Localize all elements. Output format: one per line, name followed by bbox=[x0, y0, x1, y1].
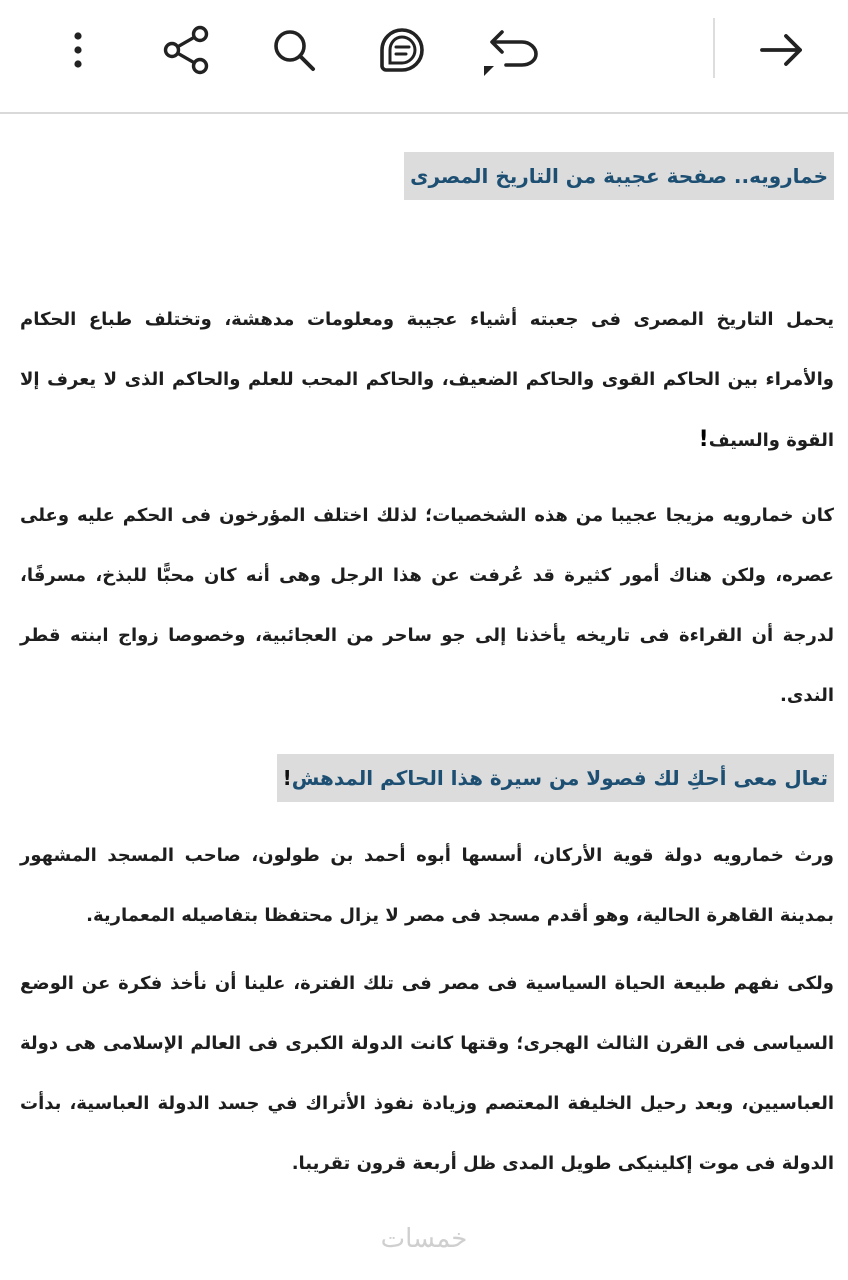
undo-button[interactable] bbox=[478, 18, 542, 82]
heading-1-text: خمارويه.. صفحة عجيبة من التاريخ المصرى bbox=[410, 164, 828, 188]
undo-icon bbox=[478, 22, 542, 78]
article-paragraph-4 bbox=[20, 954, 834, 1194]
share-icon bbox=[160, 24, 212, 76]
paragraph-3-text: ورث خمارويه دولة قوية الأركان، أسسها أبوه أحمد بن طولون، صاحب المسجد المشهور بمدينة القاهرة الحالية، وهو أقدم مسجد فى مصر لا يزال محتفظا بتفاصيله المعمارية. bbox=[20, 845, 834, 926]
toolbar-divider bbox=[713, 18, 715, 78]
search-button[interactable] bbox=[262, 18, 326, 82]
watermark: خمسات bbox=[380, 1224, 468, 1254]
heading-2-text: تعال معى أحكِ لك فصولا من سيرة هذا الحاكم المدهش bbox=[291, 766, 828, 790]
search-icon bbox=[269, 25, 319, 75]
share-button[interactable] bbox=[154, 18, 218, 82]
more-menu-button[interactable] bbox=[46, 18, 110, 82]
paragraph-4-text: ولكى نفهم طبيعة الحياة السياسية فى مصر فى تلك الفترة، علينا أن نأخذ فكرة عن الوضع السياسى فى القرن الثالث الهجرى؛ وقتها كانت الدولة الكبرى فى العالم الإسلامى هى دولة العباسيين، وبعد رحيل الخليفة المعتصم وزيادة نفوذ الأتراك في جسد الدولة العباسية، بدأت الدولة فى موت إكلينيكى طويل المدى ظل أربعة قرون تقريبا. bbox=[20, 973, 834, 1174]
more-vertical-icon bbox=[68, 28, 88, 72]
article-paragraph-1 bbox=[20, 290, 834, 471]
article-content bbox=[0, 114, 848, 1280]
top-toolbar bbox=[0, 0, 848, 114]
notes-button[interactable] bbox=[370, 18, 434, 82]
article-heading-1 bbox=[404, 152, 834, 200]
notes-icon bbox=[376, 24, 428, 76]
heading-2-exclamation: ! bbox=[282, 766, 292, 790]
article-paragraph-2 bbox=[20, 486, 834, 726]
article-heading-2 bbox=[277, 754, 834, 802]
forward-button[interactable] bbox=[750, 18, 814, 82]
article-paragraph-3 bbox=[20, 826, 834, 946]
arrow-right-icon bbox=[756, 24, 808, 76]
paragraph-1-text: يحمل التاريخ المصرى فى جعبته أشياء عجيبة ومعلومات مدهشة، وتختلف طباع الحكام والأمراء بين الحاكم القوى والحاكم الضعيف، والحاكم المحب للعلم والحاكم الذى لا يعرف إلا القوة والسيف bbox=[20, 309, 834, 451]
paragraph-2-text: كان خمارويه مزيجا عجيبا من هذه الشخصيات؛ لذلك اختلف المؤرخون فى الحكم عليه وعلى عصره، ولكن هناك أمور كثيرة قد عُرفت عن هذا الرجل وهى أنه كان محبًّا للبذخ، مسرفًا، لدرجة أن القراءة فى تاريخه يأخذنا إلى جو ساحر من العجائبية، وخصوصا زواج ابنته قطر الندى. bbox=[20, 505, 834, 706]
paragraph-1-exclamation: ! bbox=[698, 427, 709, 452]
